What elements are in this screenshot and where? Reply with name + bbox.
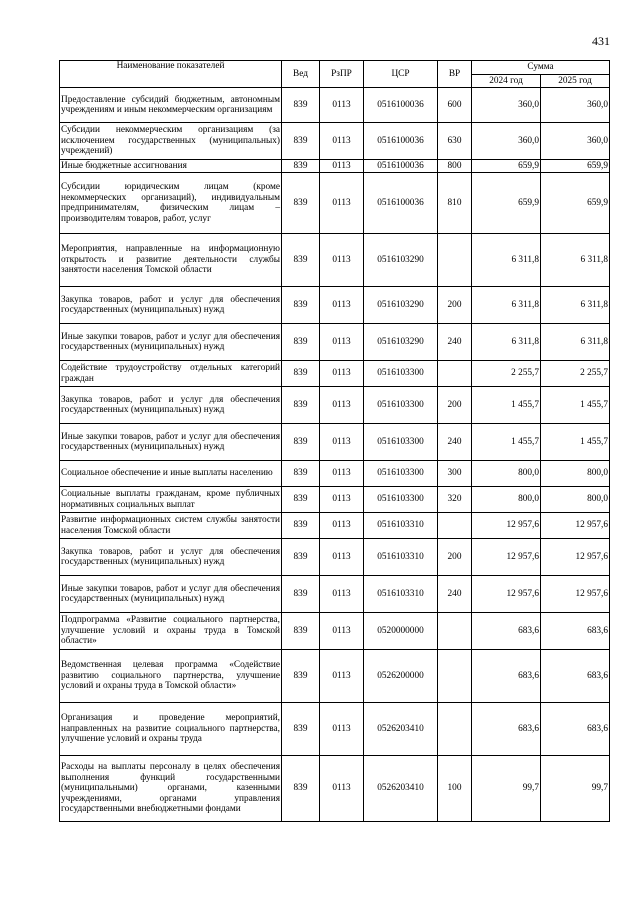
row-sum-2024: 6 311,8: [472, 324, 541, 361]
row-ved: 839: [282, 361, 320, 387]
row-ved: 839: [282, 387, 320, 424]
row-name: Развитие информационных систем службы занятости населения Томской области: [60, 513, 282, 539]
page-number: 431: [592, 34, 610, 48]
row-name: Закупка товаров, работ и услуг для обеспечения государственных (муниципальных) нужд: [60, 387, 282, 424]
table-row: [60, 160, 610, 173]
row-sum-2025: 99,7: [541, 756, 610, 822]
table-row: [60, 88, 610, 123]
table-row: [60, 487, 610, 513]
row-sum-2025: 6 311,8: [541, 324, 610, 361]
row-vr: 100: [438, 756, 472, 822]
row-sum-2025: 6 311,8: [541, 287, 610, 324]
row-csr: 0516100036: [364, 123, 438, 160]
row-sum-2024: 12 957,6: [472, 576, 541, 613]
row-csr: 0520000000: [364, 613, 438, 650]
row-vr: 600: [438, 88, 472, 123]
row-vr: 800: [438, 160, 472, 173]
row-ved: 839: [282, 424, 320, 461]
row-vr: 200: [438, 387, 472, 424]
row-sum-2024: 99,7: [472, 756, 541, 822]
row-rzpr: 0113: [320, 756, 364, 822]
row-sum-2025: 800,0: [541, 461, 610, 487]
row-name: Содействие трудоустройству отдельных категорий граждан: [60, 361, 282, 387]
row-name: Подпрограмма «Развитие социального партнерства, улучшение условий и охраны труда в Томской области»: [60, 613, 282, 650]
row-sum-2025: 2 255,7: [541, 361, 610, 387]
header-name: Наименование показателей: [60, 61, 282, 88]
header-ved: Вед: [282, 61, 320, 88]
row-sum-2025: 683,6: [541, 613, 610, 650]
row-csr: 0516103290: [364, 324, 438, 361]
row-csr: 0526203410: [364, 703, 438, 756]
table-row: [60, 650, 610, 703]
row-ved: 839: [282, 461, 320, 487]
table-row: [60, 123, 610, 160]
row-name: Субсидии некоммерческим организациям (за исключением государственных (муниципальных) учреждений): [60, 123, 282, 160]
table-row: [60, 756, 610, 822]
row-rzpr: 0113: [320, 287, 364, 324]
row-name: Предоставление субсидий бюджетным, автономным учреждениям и иным некоммерческим организациям: [60, 88, 282, 123]
row-sum-2024: 6 311,8: [472, 234, 541, 287]
table-row: [60, 513, 610, 539]
row-sum-2024: 6 311,8: [472, 287, 541, 324]
row-csr: 0516103290: [364, 234, 438, 287]
row-csr: 0516103300: [364, 461, 438, 487]
row-name: Закупка товаров, работ и услуг для обеспечения государственных (муниципальных) нужд: [60, 287, 282, 324]
row-ved: 839: [282, 650, 320, 703]
row-sum-2025: 12 957,6: [541, 576, 610, 613]
row-name: Закупка товаров, работ и услуг для обеспечения государственных (муниципальных) нужд: [60, 539, 282, 576]
row-rzpr: 0113: [320, 387, 364, 424]
row-sum-2024: 800,0: [472, 461, 541, 487]
row-sum-2025: 360,0: [541, 88, 610, 123]
row-name: Субсидии юридическим лицам (кроме некоммерческих организаций), индивидуальным предпринимателям, физическим лицам – производителям товаров, работ, услуг: [60, 173, 282, 234]
row-sum-2025: 360,0: [541, 123, 610, 160]
row-ved: 839: [282, 576, 320, 613]
row-ved: 839: [282, 234, 320, 287]
row-vr: 200: [438, 539, 472, 576]
row-name: Социальные выплаты гражданам, кроме публичных нормативных социальных выплат: [60, 487, 282, 513]
row-vr: 300: [438, 461, 472, 487]
table-row: [60, 424, 610, 461]
row-csr: 0516103290: [364, 287, 438, 324]
row-sum-2025: 6 311,8: [541, 234, 610, 287]
row-sum-2025: 1 455,7: [541, 424, 610, 461]
row-rzpr: 0113: [320, 703, 364, 756]
header-csr: ЦСР: [364, 61, 438, 88]
row-rzpr: 0113: [320, 487, 364, 513]
table-row: [60, 324, 610, 361]
row-vr: 810: [438, 173, 472, 234]
row-vr: 630: [438, 123, 472, 160]
row-rzpr: 0113: [320, 613, 364, 650]
row-rzpr: 0113: [320, 173, 364, 234]
row-csr: 0526203410: [364, 756, 438, 822]
row-rzpr: 0113: [320, 576, 364, 613]
row-sum-2024: 12 957,6: [472, 513, 541, 539]
row-vr: 240: [438, 424, 472, 461]
row-name: Ведомственная целевая программа «Содействие развитию социального партнерства, улучшение условий и охраны труда в Томской области»: [60, 650, 282, 703]
header-vr: ВР: [438, 61, 472, 88]
row-ved: 839: [282, 487, 320, 513]
header-2025: 2025 год: [541, 75, 610, 88]
row-vr: [438, 234, 472, 287]
row-rzpr: 0113: [320, 234, 364, 287]
table-row: [60, 539, 610, 576]
row-csr: 0516103300: [364, 424, 438, 461]
row-vr: [438, 613, 472, 650]
row-sum-2024: 1 455,7: [472, 387, 541, 424]
row-name: Организация и проведение мероприятий, направленных на развитие социального партнерства, улучшение условий и охраны труда: [60, 703, 282, 756]
row-ved: 839: [282, 613, 320, 650]
row-name: Мероприятия, направленные на информационную открытость и развитие деятельности службы занятости населения Томской области: [60, 234, 282, 287]
budget-table: [59, 60, 610, 822]
row-ved: 839: [282, 88, 320, 123]
row-rzpr: 0113: [320, 650, 364, 703]
row-sum-2024: 2 255,7: [472, 361, 541, 387]
row-sum-2025: 659,9: [541, 160, 610, 173]
row-ved: 839: [282, 324, 320, 361]
row-sum-2024: 1 455,7: [472, 424, 541, 461]
row-sum-2024: 683,6: [472, 703, 541, 756]
row-vr: [438, 703, 472, 756]
row-ved: 839: [282, 513, 320, 539]
row-vr: 240: [438, 324, 472, 361]
row-name: Расходы на выплаты персоналу в целях обеспечения выполнения функций государственными (муниципальными) органами, казенными учреждениями, органами управления государственными внебюджетными фондами: [60, 756, 282, 822]
table-row: [60, 576, 610, 613]
row-sum-2025: 800,0: [541, 487, 610, 513]
row-sum-2024: 683,6: [472, 613, 541, 650]
row-csr: 0516103300: [364, 361, 438, 387]
row-vr: 240: [438, 576, 472, 613]
row-sum-2025: 12 957,6: [541, 539, 610, 576]
table-row: [60, 361, 610, 387]
row-name: Социальное обеспечение и иные выплаты населению: [60, 461, 282, 487]
row-sum-2024: 360,0: [472, 88, 541, 123]
row-rzpr: 0113: [320, 123, 364, 160]
row-csr: 0516103300: [364, 487, 438, 513]
row-rzpr: 0113: [320, 539, 364, 576]
row-csr: 0516103310: [364, 539, 438, 576]
row-ved: 839: [282, 160, 320, 173]
table-row: [60, 173, 610, 234]
table-row: [60, 703, 610, 756]
row-sum-2024: 360,0: [472, 123, 541, 160]
table-row: [60, 234, 610, 287]
row-sum-2024: 12 957,6: [472, 539, 541, 576]
row-sum-2024: 800,0: [472, 487, 541, 513]
table-body: [60, 88, 610, 822]
row-sum-2025: 12 957,6: [541, 513, 610, 539]
row-rzpr: 0113: [320, 513, 364, 539]
row-ved: 839: [282, 756, 320, 822]
row-sum-2024: 659,9: [472, 173, 541, 234]
row-vr: [438, 650, 472, 703]
row-ved: 839: [282, 173, 320, 234]
table-row: [60, 461, 610, 487]
header-2024: 2024 год: [472, 75, 541, 88]
row-sum-2025: 683,6: [541, 703, 610, 756]
row-vr: [438, 513, 472, 539]
row-csr: 0516103310: [364, 576, 438, 613]
row-ved: 839: [282, 287, 320, 324]
row-rzpr: 0113: [320, 461, 364, 487]
table-row: [60, 387, 610, 424]
row-sum-2025: 1 455,7: [541, 387, 610, 424]
row-name: Иные закупки товаров, работ и услуг для обеспечения государственных (муниципальных) нужд: [60, 424, 282, 461]
row-rzpr: 0113: [320, 160, 364, 173]
row-rzpr: 0113: [320, 424, 364, 461]
row-sum-2024: 659,9: [472, 160, 541, 173]
row-ved: 839: [282, 123, 320, 160]
row-sum-2025: 659,9: [541, 173, 610, 234]
row-sum-2025: 683,6: [541, 650, 610, 703]
row-rzpr: 0113: [320, 361, 364, 387]
header-sum: Сумма: [472, 61, 610, 75]
row-csr: 0516100036: [364, 173, 438, 234]
row-csr: 0516103300: [364, 387, 438, 424]
row-ved: 839: [282, 539, 320, 576]
row-vr: 320: [438, 487, 472, 513]
row-name: Иные закупки товаров, работ и услуг для обеспечения государственных (муниципальных) нужд: [60, 324, 282, 361]
row-rzpr: 0113: [320, 324, 364, 361]
row-csr: 0516103310: [364, 513, 438, 539]
row-name: Иные закупки товаров, работ и услуг для обеспечения государственных (муниципальных) нужд: [60, 576, 282, 613]
row-vr: 200: [438, 287, 472, 324]
row-vr: [438, 361, 472, 387]
table-row: [60, 287, 610, 324]
row-csr: 0516100036: [364, 88, 438, 123]
row-ved: 839: [282, 703, 320, 756]
row-rzpr: 0113: [320, 88, 364, 123]
header-rzpr: РзПР: [320, 61, 364, 88]
row-csr: 0526200000: [364, 650, 438, 703]
row-sum-2024: 683,6: [472, 650, 541, 703]
table-row: [60, 613, 610, 650]
row-name: Иные бюджетные ассигнования: [60, 160, 282, 173]
row-csr: 0516100036: [364, 160, 438, 173]
